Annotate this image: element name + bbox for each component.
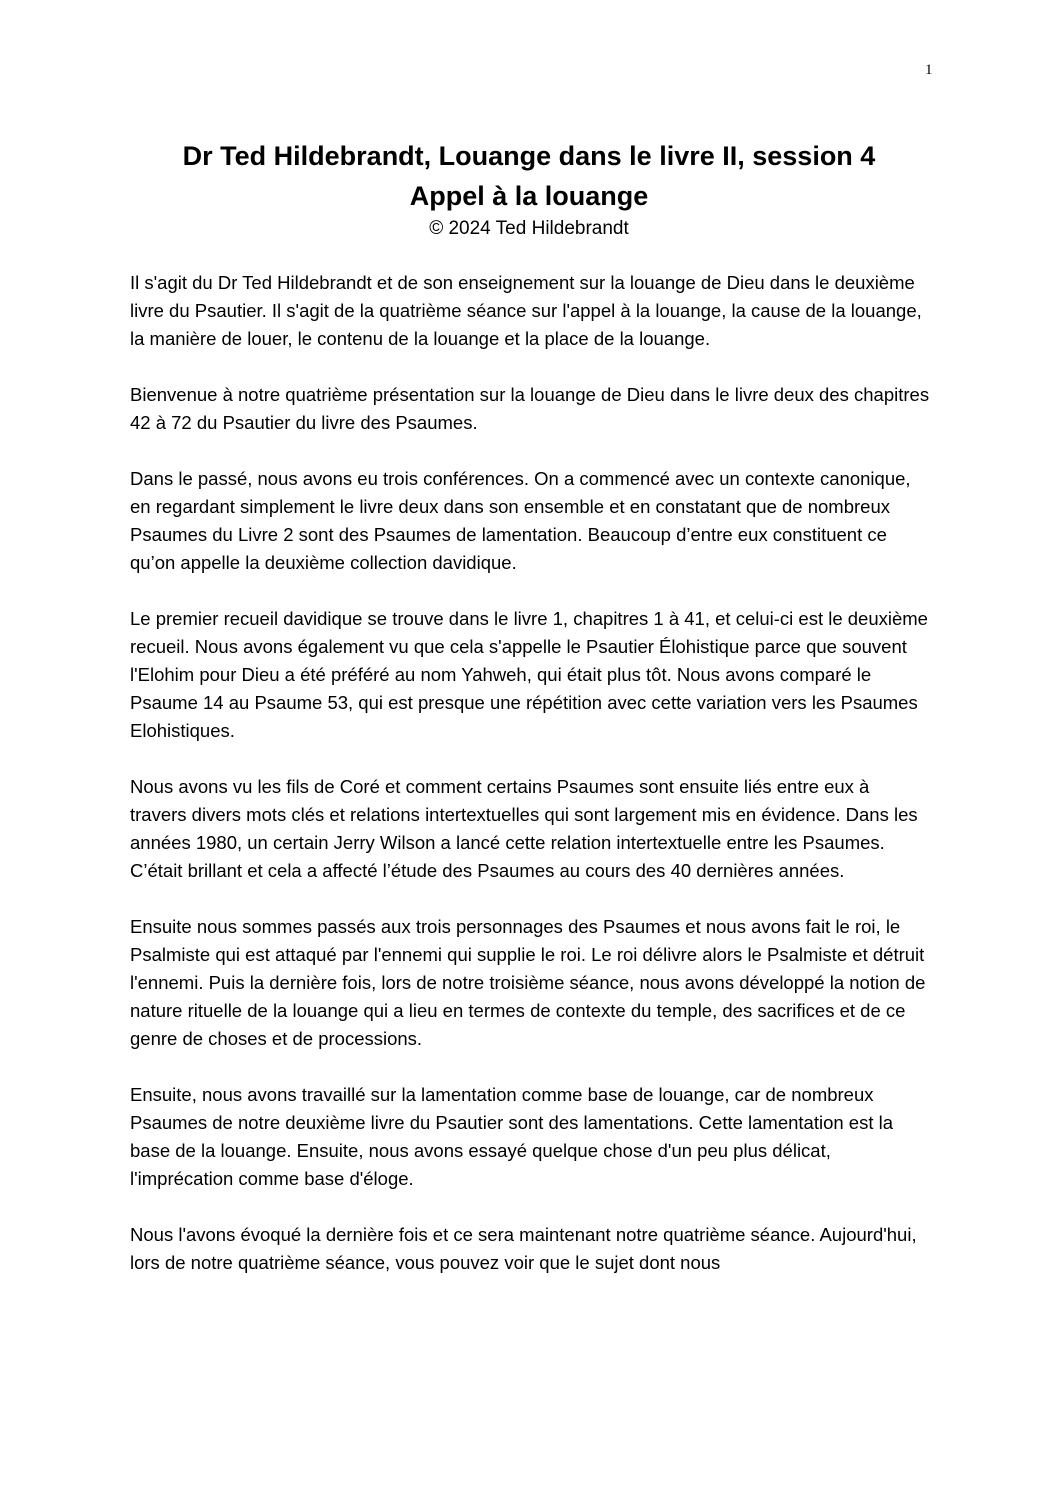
title-line-2: Appel à la louange	[409, 181, 649, 211]
copyright-notice: © 2024 Ted Hildebrandt	[429, 218, 629, 239]
paragraph-6: Ensuite nous sommes passés aux trois personnages des Psaumes et nous avons fait le roi, le Psalmiste qui est attaqué par l'ennemi qui supplie le roi. Le roi délivre alors le Psalmiste et détruit l'ennemi. Puis la dernière fois, lors de notre troisième séance, nous avons développé la notion de nature rituelle de la louange qui a lieu en termes de contexte du temple, des sacrifices et de ce genre de choses et de processions.	[130, 916, 926, 1049]
paragraph-2: Bienvenue à notre quatrième présentation sur la louange de Dieu dans le livre deux des chapitres 42 à 72 du Psautier du livre des Psaumes.	[130, 384, 930, 433]
paragraph-8: Nous l'avons évoqué la dernière fois et ce sera maintenant notre quatrième séance. Aujourd'hui, lors de notre quatrième séance, vous pouvez voir que le sujet dont nous	[130, 1224, 917, 1273]
document-body	[130, 269, 930, 1305]
page-number: 1	[925, 62, 933, 78]
page-title	[0, 136, 1058, 216]
title-line-1: Dr Ted Hildebrandt, Louange dans le livre II, session 4	[182, 141, 876, 171]
paragraph-7: Ensuite, nous avons travaillé sur la lamentation comme base de louange, car de nombreux Psaumes de notre deuxième livre du Psautier sont des lamentations. Cette lamentation est la base de la louange. Ensuite, nous avons essayé quelque chose d'un peu plus délicat, l'imprécation comme base d'éloge.	[130, 1084, 894, 1189]
paragraph-3: Dans le passé, nous avons eu trois conférences. On a commencé avec un contexte canonique, en regardant simplement le livre deux dans son ensemble et en constatant que de nombreux Psaumes du Livre 2 sont des Psaumes de lamentation. Beaucoup d’entre eux constituent ce qu’on appelle la deuxième collection davidique.	[130, 468, 911, 573]
paragraph-4: Le premier recueil davidique se trouve dans le livre 1, chapitres 1 à 41, et celui-ci est le deuxième recueil. Nous avons également vu que cela s'appelle le Psautier Élohistique parce que souvent l'Elohim pour Dieu a été préféré au nom Yahweh, qui était plus tôt. Nous avons comparé le Psaume 14 au Psaume 53, qui est presque une répétition avec cette variation vers les Psaumes Elohistiques.	[130, 608, 928, 741]
paragraph-5: Nous avons vu les fils de Coré et comment certains Psaumes sont ensuite liés entre eux à travers divers mots clés et relations intertextuelles qui sont largement mis en évidence. Dans les années 1980, un certain Jerry Wilson a lancé cette relation intertextuelle entre les Psaumes. C’était brillant et cela a affecté l’étude des Psaumes au cours des 40 dernières années.	[130, 776, 918, 881]
paragraph-1: Il s'agit du Dr Ted Hildebrandt et de son enseignement sur la louange de Dieu dans le deuxième livre du Psautier. Il s'agit de la quatrième séance sur l'appel à la louange, la cause de la louange, la manière de louer, le contenu de la louange et la place de la louange.	[130, 272, 922, 349]
